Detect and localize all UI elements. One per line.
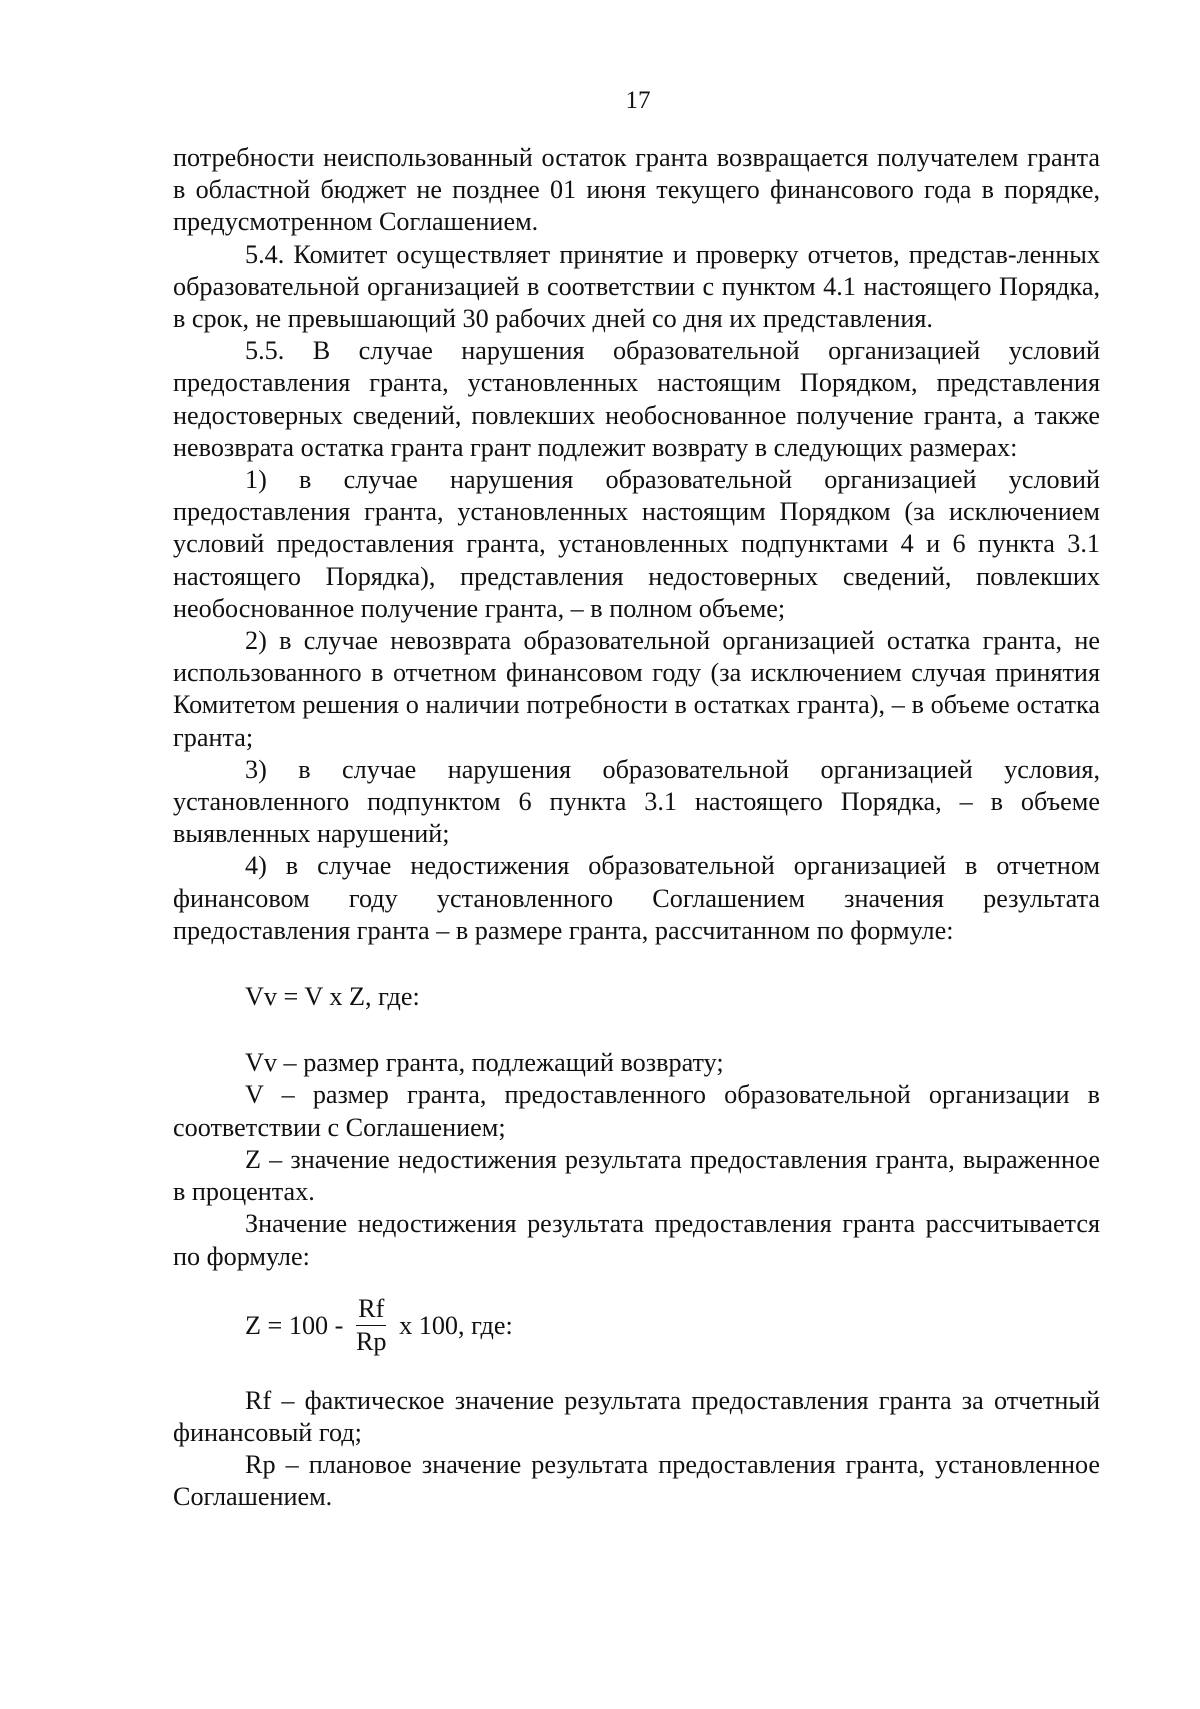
definition-v: V – размер гранта, предоставленного образовательной организации в соответствии с Соглашением; (173, 1080, 1100, 1142)
page-number: 17 (625, 87, 651, 114)
list-item-1: 1) в случае нарушения образовательной организацией условий предоставления гранта, установленных настоящим Порядком (за исключением условий предоставления гранта, установленных подпунктами 4 и 6 пункта 3.1 настоящего Порядка), представления недостоверных сведений, повлекших необоснованное получение гранта, – в полном объеме; (173, 465, 1100, 623)
definition-rp: Rp – плановое значение результата предоставления гранта, установленное Соглашением. (173, 1450, 1100, 1512)
list-item-4: 4) в случае недостижения образовательной организацией в отчетном финансовом году установленного Соглашением значения результата предоставления гранта – в размере гранта, рассчитанном по формуле: (173, 851, 1100, 945)
paragraph-continuation: потребности неиспользованный остаток гранта возвращается получателем гранта в областной бюджет не позднее 01 июня текущего финансового года в порядке, предусмотренном Соглашением. (173, 143, 1100, 237)
fraction-numerator: Rf (356, 1294, 386, 1326)
formula-vv: Vv = V x Z, где: (245, 982, 420, 1012)
formula-z-right: x 100, где: (392, 1310, 513, 1340)
list-item-3: 3) в случае нарушения образовательной организацией условия, установленного подпунктом 6 пункта 3.1 настоящего Порядка, – в объеме выявленных нарушений; (173, 754, 1100, 849)
paragraph-z-intro: Значение недостижения результата предоставления гранта рассчитывается по формуле: (173, 1209, 1100, 1271)
document-body (173, 142, 1100, 1514)
formula-z-fraction (354, 1294, 389, 1357)
definition-z: Z – значение недостижения результата предоставления гранта, выраженное в процентах. (173, 1144, 1100, 1207)
formula-z-left: Z = 100 - (245, 1310, 350, 1340)
list-item-2: 2) в случае невозврата образовательной организацией остатка гранта, не использованного в отчетном финансовом году (за исключением случая принятия Комитетом решения о наличии потребности в остатках гранта), – в объеме остатка гранта; (173, 626, 1100, 752)
paragraph-5-5: 5.5. В случае нарушения образовательной организацией условий предоставления гранта, установленных настоящим Порядком, представления недостоверных сведений, повлекших необоснованное получение гранта, а также невозврата остатка гранта грант подлежит возврату в следующих размерах: (173, 336, 1100, 462)
formula-z (173, 1291, 1100, 1361)
definition-rf: Rf – фактическое значение результата предоставления гранта за отчетный финансовый год; (173, 1385, 1100, 1447)
fraction-denominator: Rp (355, 1327, 387, 1357)
paragraph-5-4: 5.4. Комитет осуществляет принятие и проверку отчетов, представ-ленных образовательной организацией в соответствии с пунктом 4.1 настоящего Порядка, в срок, не превышающий 30 рабочих дней со дня их представления. (173, 239, 1100, 334)
definition-vv: Vv – размер гранта, подлежащий возврату; (245, 1048, 724, 1078)
